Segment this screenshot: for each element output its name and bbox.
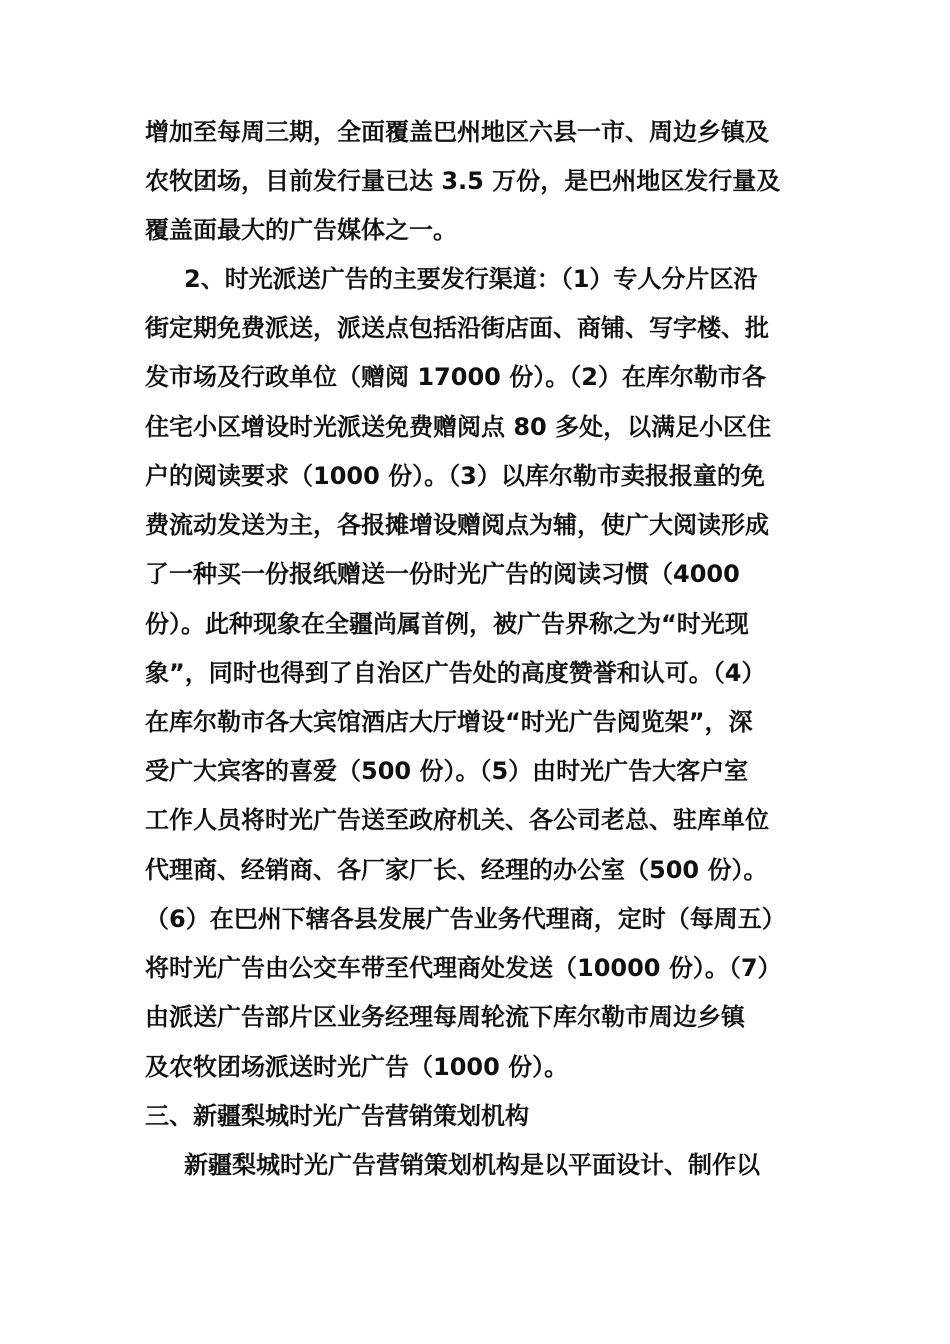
text-line-3: 覆盖面最大的广告媒体之一。 (145, 216, 457, 244)
text-line-22: 新疆梨城时光广告营销策划机构是以平面设计、制作以 (184, 1151, 760, 1179)
text-line-19: 由派送广告部片区业务经理每周轮流下库尔勒市周边乡镇 (145, 1003, 745, 1031)
section-2-heading-line: 2、时光派送广告的主要发行渠道：（1）专人分片区沿 (184, 265, 758, 293)
text-line-10: 了一种买一份报纸赠送一份时光广告的阅读习惯（4000 (145, 560, 740, 588)
text-line-18: 将时光广告由公交车带至代理商处发送（10000 份）。（7） (145, 954, 782, 982)
text-line-9: 费流动发送为主，各报摊增设赠阅点为辅，使广大阅读形成 (145, 511, 769, 539)
text-line-7: 住宅小区增设时光派送免费赠阅点 80 多处，以满足小区住 (145, 413, 772, 441)
text-line-15: 工作人员将时光广告送至政府机关、各公司老总、驻库单位 (145, 806, 769, 834)
text-line-11: 份）。此种现象在全疆尚属首例，被广告界称之为“时光现 (145, 610, 749, 638)
text-line-17: （6）在巴州下辖各县发展广告业务代理商，定时（每周五） (145, 905, 786, 933)
text-line-14: 受广大宾客的喜爱（500 份）。（5）由时光广告大客户室 (145, 757, 749, 785)
section-3-heading: 三、新疆梨城时光广告营销策划机构 (145, 1102, 529, 1130)
text-line-20: 及农牧团场派送时光广告（1000 份）。 (145, 1053, 569, 1081)
text-line-8: 户的阅读要求（1000 份）。（3）以库尔勒市卖报报童的免 (145, 462, 765, 490)
text-line-12: 象”，同时也得到了自治区广告处的高度赞誉和认可。（4） (145, 659, 766, 687)
text-line-2: 农牧团场，目前发行量已达 3.5 万份，是巴州地区发行量及 (145, 167, 781, 195)
text-line-13: 在库尔勒市各大宾馆酒店大厅增设“时光广告阅览架”，深 (145, 708, 753, 736)
text-line-5: 街定期免费派送，派送点包括沿街店面、商铺、写字楼、批 (145, 314, 769, 342)
text-line-1: 增加至每周三期，全面覆盖巴州地区六县一市、周边乡镇及 (145, 118, 769, 146)
text-line-6: 发市场及行政单位（赠阅 17000 份）。（2）在库尔勒市各 (145, 363, 766, 391)
text-line-16: 代理商、经销商、各厂家厂长、经理的办公室（500 份）。 (145, 856, 768, 884)
